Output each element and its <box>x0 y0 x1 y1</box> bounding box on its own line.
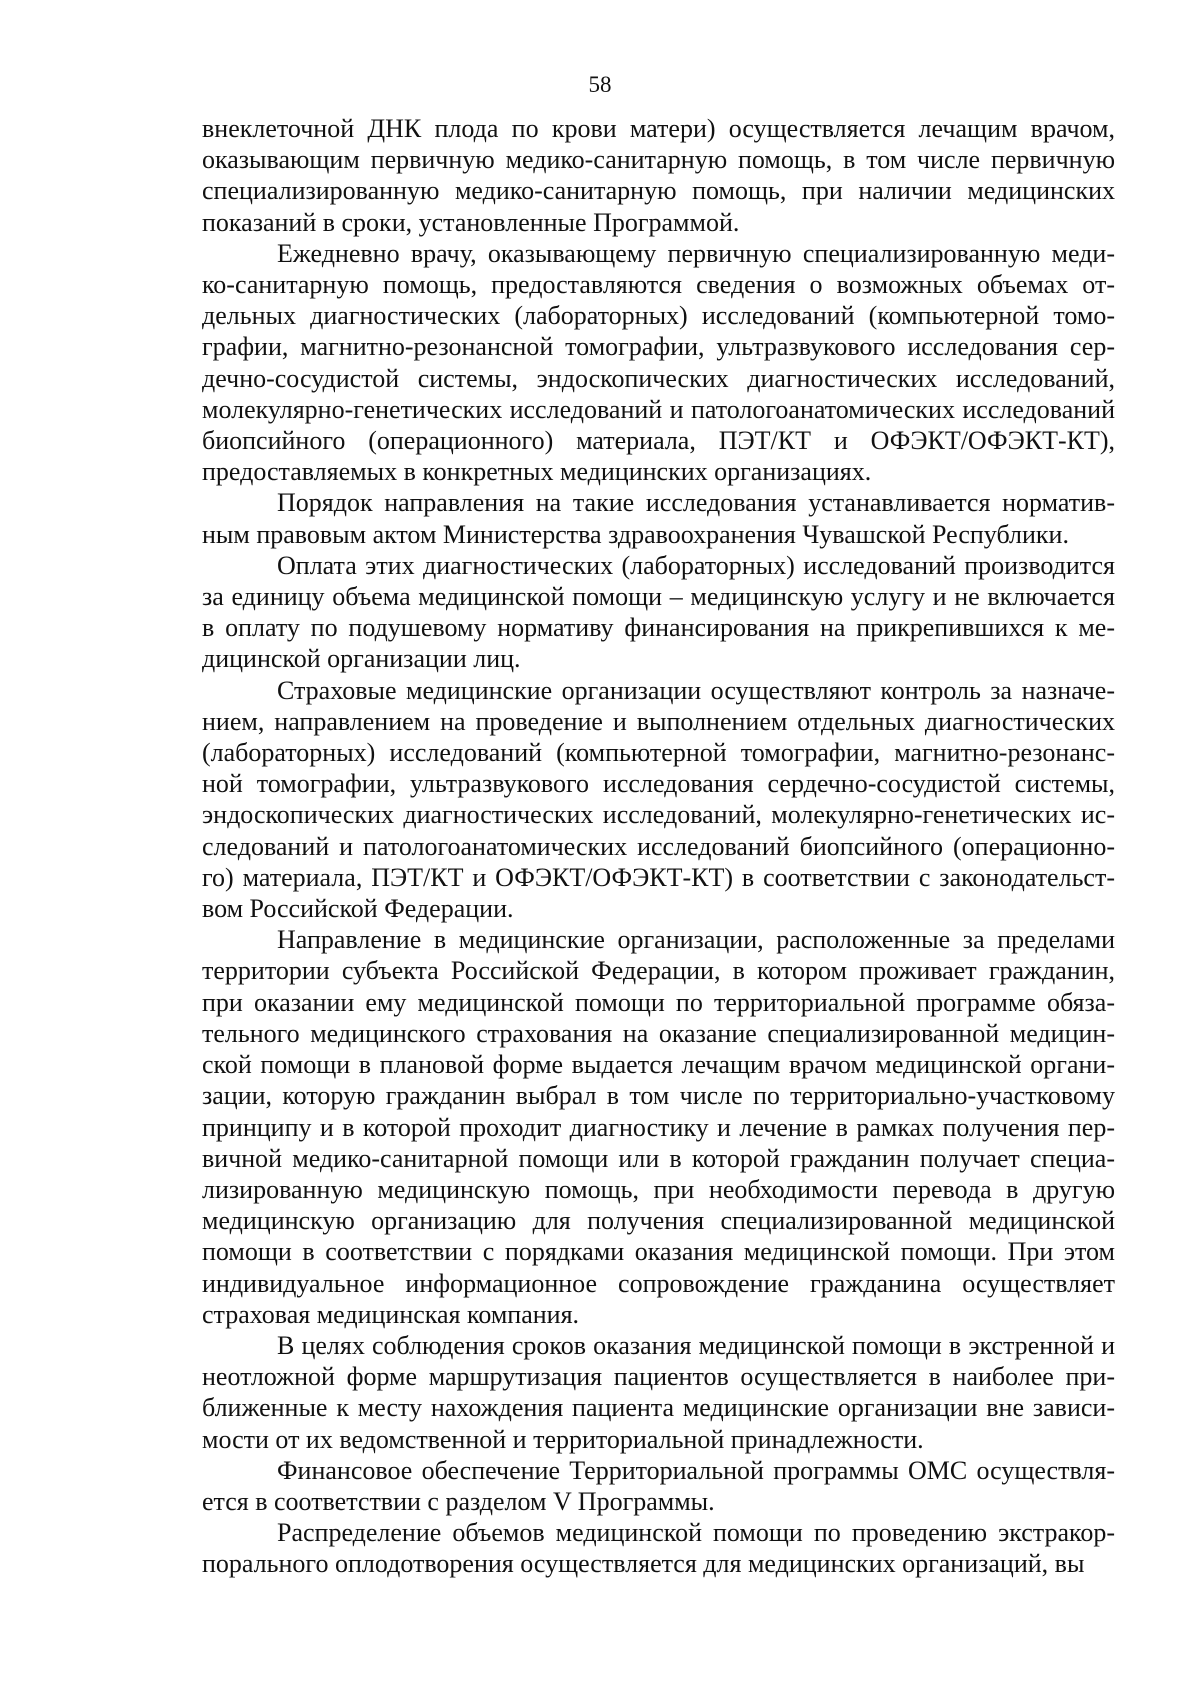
paragraph-referral-other-region: Направление в медицинские организации, расположенные за пределами территории субъекта Российской Федерации, в котором проживает гражданин, при оказании ему медицинской помощи по территориальной программе обязательного медицинского страхования на оказание специализированной медицинской помощи в плановой форме выдается лечащим врачом медицинской организации, которую гражданин выбрал в том числе по территориально-участковому принципу и в которой проходит диагностику и лечение в рамках получения первичной медико-санитарной помощи или в которой гражданин получает специализированную медицинскую помощь, при необходимости перевода в другую медицинскую организацию для получения специализированной медицинской помощи в соответствии с порядками оказания медицинской помощи. При этом индивидуальное информационное сопровождение гражданина осуществляет страховая медицинская компания. <box>202 925 1115 1329</box>
paragraph-referral-order: Порядок направления на такие исследования устанавливается нормативным правовым актом Министерства здравоохранения Чувашской Республики. <box>202 488 1115 549</box>
document-body <box>202 113 1115 1580</box>
paragraph-payment: Оплата этих диагностических (лабораторных) исследований производится за единицу объема медицинской помощи – медицинскую услугу и не включается в оплату по подушевому нормативу финансирования на прикрепившихся к медицинской организации лиц. <box>202 550 1115 674</box>
paragraph-emergency-routing: В целях соблюдения сроков оказания медицинской помощи в экстренной и неотложной форме маршрутизация пациентов осуществляется в наиболее приближенные к месту нахождения пациента медицинские организации вне зависимости от их ведомственной и территориальной принадлежности. <box>202 1330 1115 1454</box>
paragraph-daily-info: Ежедневно врачу, оказывающему первичную специализированную медико-санитарную помощь, предоставляются сведения о возможных объемах отдельных диагностических (лабораторных) исследований (компьютерной томографии, магнитно-резонансной томографии, ультразвукового исследования сердечно-сосудистой системы, эндоскопических диагностических исследований, молекулярно-генетических исследований и патологоанатомических исследований биопсийного (операционного) материала, ПЭТ/КТ и ОФЭКТ/ОФЭКТ-КТ), предоставляемых в конкретных медицинских организациях. <box>202 238 1115 487</box>
paragraph-insurance-control: Страховые медицинские организации осуществляют контроль за назначением, направлением на проведение и выполнением отдельных диагностических (лабораторных) исследований (компьютерной томографии, магнитно-резонансной томографии, ультразвукового исследования сердечно-сосудистой системы, эндоскопических диагностических исследований, молекулярно-генетических исследований и патологоанатомических исследований биопсийного (операционного) материала, ПЭТ/КТ и ОФЭКТ/ОФЭКТ-КТ) в соответствии с законодательством Российской Федерации. <box>202 675 1115 924</box>
paragraph-financing: Финансовое обеспечение Территориальной программы ОМС осуществляется в соответствии с разделом V Программы. <box>202 1455 1115 1516</box>
paragraph-continuation: внеклеточной ДНК плода по крови матери) осуществляется лечащим врачом, оказывающим первичную медико-санитарную помощь, в том числе первичную специализированную медико-санитарную помощь, при наличии медицинских показаний в сроки, установленные Программой. <box>202 114 1115 237</box>
paragraph-ivf-distribution: Распределение объемов медицинской помощи по проведению экстракорпорального оплодотворения осуществляется для медицинских организаций, вы <box>202 1518 1115 1579</box>
page-number: 58 <box>588 72 612 97</box>
